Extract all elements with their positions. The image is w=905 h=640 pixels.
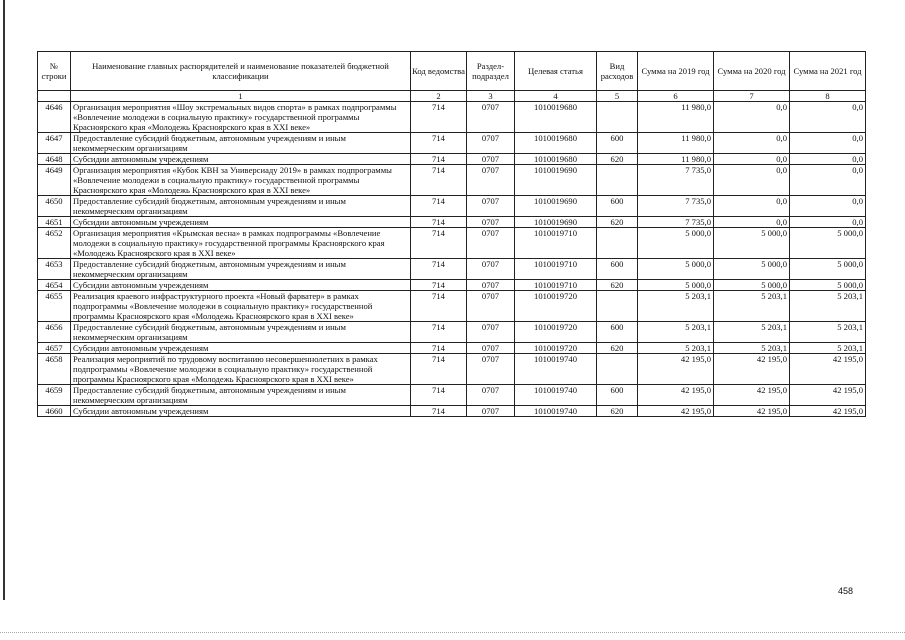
row-name: Организация мероприятия «Крымская весна» в рамках подпрограммы «Вовлечение молодежи в социальную практику» государственной программы Красноярского края «Молодежь Красноярского края в XXI веке» [71, 228, 411, 259]
target-code: 1010019680 [515, 102, 597, 133]
sum-2019: 5 203,1 [638, 291, 714, 322]
section-code: 0707 [467, 217, 515, 228]
section-code: 0707 [467, 228, 515, 259]
expense-type [597, 228, 638, 259]
expense-type: 600 [597, 385, 638, 406]
row-number: 4651 [38, 217, 71, 228]
target-code: 1010019710 [515, 259, 597, 280]
sum-2020: 0,0 [714, 196, 790, 217]
row-name: Реализация мероприятий по трудовому воспитанию несовершеннолетних в рамках подпрограммы «Вовлечение молодежи в социальную практику» государственной программы Красноярского края «Молодежь Красноярского края в XXI веке» [71, 354, 411, 385]
sum-2019: 42 195,0 [638, 385, 714, 406]
expense-type: 600 [597, 133, 638, 154]
header-sum-2019: Сумма на 2019 год [638, 52, 714, 91]
column-number: 2 [411, 91, 467, 102]
row-name: Реализация краевого инфраструктурного проекта «Новый фарватер» в рамках подпрограммы «Вовлечение молодежи в социальную практику» государственной программы Красноярского края «Молодежь Красноярского края в XXI веке» [71, 291, 411, 322]
table-row [38, 385, 866, 406]
sum-2021: 5 203,1 [790, 322, 866, 343]
table-row [38, 196, 866, 217]
dept-code: 714 [411, 291, 467, 322]
table-row [38, 280, 866, 291]
sum-2021: 42 195,0 [790, 406, 866, 417]
sum-2021: 5 203,1 [790, 291, 866, 322]
header-row-no: № строки [38, 52, 71, 91]
section-code: 0707 [467, 102, 515, 133]
row-number: 4653 [38, 259, 71, 280]
dept-code: 714 [411, 165, 467, 196]
sum-2021: 5 000,0 [790, 259, 866, 280]
section-code: 0707 [467, 406, 515, 417]
row-name: Предоставление субсидий бюджетным, автономным учреждениям и иным некоммерческим организациям [71, 385, 411, 406]
table-row [38, 322, 866, 343]
target-code: 1010019710 [515, 280, 597, 291]
column-number: 7 [714, 91, 790, 102]
sum-2019: 42 195,0 [638, 354, 714, 385]
column-number: 3 [467, 91, 515, 102]
target-code: 1010019690 [515, 165, 597, 196]
margin-rule [3, 0, 5, 600]
sum-2020: 42 195,0 [714, 354, 790, 385]
target-code: 1010019690 [515, 217, 597, 228]
section-code: 0707 [467, 291, 515, 322]
section-code: 0707 [467, 154, 515, 165]
header-section: Раздел-подраздел [467, 52, 515, 91]
dept-code: 714 [411, 133, 467, 154]
column-number: 5 [597, 91, 638, 102]
sum-2021: 0,0 [790, 154, 866, 165]
table-row [38, 154, 866, 165]
row-number: 4658 [38, 354, 71, 385]
dept-code: 714 [411, 102, 467, 133]
section-code: 0707 [467, 196, 515, 217]
expense-type: 620 [597, 280, 638, 291]
expense-type [597, 102, 638, 133]
row-number: 4650 [38, 196, 71, 217]
sum-2019: 5 203,1 [638, 322, 714, 343]
sum-2019: 11 980,0 [638, 102, 714, 133]
table-row [38, 133, 866, 154]
expense-type: 600 [597, 196, 638, 217]
sum-2021: 0,0 [790, 165, 866, 196]
row-number: 4654 [38, 280, 71, 291]
dept-code: 714 [411, 217, 467, 228]
dept-code: 714 [411, 228, 467, 259]
table-row [38, 102, 866, 133]
table-row [38, 343, 866, 354]
header-sum-2020: Сумма на 2020 год [714, 52, 790, 91]
dept-code: 714 [411, 196, 467, 217]
table-row [38, 217, 866, 228]
expense-type [597, 165, 638, 196]
sum-2019: 5 000,0 [638, 280, 714, 291]
sum-2019: 11 980,0 [638, 154, 714, 165]
page-number: 458 [838, 586, 854, 596]
row-number: 4657 [38, 343, 71, 354]
target-code: 1010019740 [515, 354, 597, 385]
sum-2021: 0,0 [790, 217, 866, 228]
target-code: 1010019710 [515, 228, 597, 259]
row-number: 4646 [38, 102, 71, 133]
header-target: Целевая статья [515, 52, 597, 91]
row-number: 4647 [38, 133, 71, 154]
row-name: Организация мероприятия «Кубок КВН за Универсиаду 2019» в рамках подпрограммы «Вовлечение молодежи в социальную практику» государственной программы Красноярского края «Молодежь Красноярского края в XXI веке» [71, 165, 411, 196]
expense-type: 620 [597, 406, 638, 417]
header-exp-type: Вид расходов [597, 52, 638, 91]
sum-2020: 5 203,1 [714, 322, 790, 343]
sum-2019: 7 735,0 [638, 196, 714, 217]
header-name: Наименование главных распорядителей и наименование показателей бюджетной классификации [71, 52, 411, 91]
row-number: 4655 [38, 291, 71, 322]
target-code: 1010019690 [515, 196, 597, 217]
sum-2021: 0,0 [790, 196, 866, 217]
target-code: 1010019740 [515, 385, 597, 406]
target-code: 1010019680 [515, 154, 597, 165]
target-code: 1010019740 [515, 406, 597, 417]
header-row [38, 52, 866, 91]
sum-2019: 7 735,0 [638, 165, 714, 196]
sum-2021: 5 203,1 [790, 343, 866, 354]
row-number: 4656 [38, 322, 71, 343]
row-number: 4648 [38, 154, 71, 165]
row-name: Предоставление субсидий бюджетным, автономным учреждениям и иным некоммерческим организациям [71, 196, 411, 217]
sum-2019: 7 735,0 [638, 217, 714, 228]
expense-type: 620 [597, 217, 638, 228]
header-sum-2021: Сумма на 2021 год [790, 52, 866, 91]
section-code: 0707 [467, 354, 515, 385]
table-row [38, 406, 866, 417]
row-number: 4660 [38, 406, 71, 417]
dept-code: 714 [411, 385, 467, 406]
target-code: 1010019720 [515, 343, 597, 354]
sum-2021: 0,0 [790, 102, 866, 133]
row-name: Предоставление субсидий бюджетным, автономным учреждениям и иным некоммерческим организациям [71, 259, 411, 280]
row-name: Предоставление субсидий бюджетным, автономным учреждениям и иным некоммерческим организациям [71, 322, 411, 343]
sum-2021: 5 000,0 [790, 228, 866, 259]
row-name: Организация мероприятия «Шоу экстремальных видов спорта» в рамках подпрограммы «Вовлечение молодежи в социальную практику» государственной программы Красноярского края «Молодежь Красноярского края в XXI веке» [71, 102, 411, 133]
column-number: 4 [515, 91, 597, 102]
section-code: 0707 [467, 280, 515, 291]
expense-type: 620 [597, 343, 638, 354]
sum-2020: 0,0 [714, 154, 790, 165]
row-number: 4649 [38, 165, 71, 196]
sum-2020: 5 203,1 [714, 291, 790, 322]
row-name: Субсидии автономным учреждениям [71, 406, 411, 417]
dept-code: 714 [411, 343, 467, 354]
column-number: 6 [638, 91, 714, 102]
section-code: 0707 [467, 133, 515, 154]
sum-2021: 42 195,0 [790, 354, 866, 385]
row-name: Субсидии автономным учреждениям [71, 154, 411, 165]
column-number [38, 91, 71, 102]
section-code: 0707 [467, 259, 515, 280]
row-name: Субсидии автономным учреждениям [71, 343, 411, 354]
sum-2019: 5 000,0 [638, 259, 714, 280]
sum-2021: 0,0 [790, 133, 866, 154]
sum-2019: 11 980,0 [638, 133, 714, 154]
expense-type: 600 [597, 322, 638, 343]
row-name: Предоставление субсидий бюджетным, автономным учреждениям и иным некоммерческим организациям [71, 133, 411, 154]
table-row [38, 165, 866, 196]
sum-2020: 0,0 [714, 102, 790, 133]
sum-2020: 5 000,0 [714, 280, 790, 291]
expense-type [597, 291, 638, 322]
budget-table [37, 51, 866, 417]
target-code: 1010019720 [515, 322, 597, 343]
target-code: 1010019720 [515, 291, 597, 322]
sum-2020: 0,0 [714, 133, 790, 154]
sum-2019: 42 195,0 [638, 406, 714, 417]
dept-code: 714 [411, 354, 467, 385]
sum-2020: 42 195,0 [714, 385, 790, 406]
table-row [38, 228, 866, 259]
section-code: 0707 [467, 322, 515, 343]
column-number-row [38, 91, 866, 102]
expense-type: 620 [597, 154, 638, 165]
bottom-dotted-line [0, 632, 905, 634]
sum-2021: 5 000,0 [790, 280, 866, 291]
dept-code: 714 [411, 154, 467, 165]
sum-2020: 5 000,0 [714, 228, 790, 259]
sum-2020: 42 195,0 [714, 406, 790, 417]
sum-2020: 0,0 [714, 165, 790, 196]
sum-2020: 0,0 [714, 217, 790, 228]
dept-code: 714 [411, 406, 467, 417]
target-code: 1010019680 [515, 133, 597, 154]
dept-code: 714 [411, 322, 467, 343]
sum-2021: 42 195,0 [790, 385, 866, 406]
dept-code: 714 [411, 280, 467, 291]
table-row [38, 354, 866, 385]
expense-type [597, 354, 638, 385]
row-number: 4652 [38, 228, 71, 259]
header-dept-code: Код ведомства [411, 52, 467, 91]
sum-2020: 5 000,0 [714, 259, 790, 280]
dept-code: 714 [411, 259, 467, 280]
row-name: Субсидии автономным учреждениям [71, 217, 411, 228]
sum-2020: 5 203,1 [714, 343, 790, 354]
section-code: 0707 [467, 343, 515, 354]
column-number: 8 [790, 91, 866, 102]
row-name: Субсидии автономным учреждениям [71, 280, 411, 291]
sum-2019: 5 203,1 [638, 343, 714, 354]
column-number: 1 [71, 91, 411, 102]
table-row [38, 259, 866, 280]
section-code: 0707 [467, 165, 515, 196]
expense-type: 600 [597, 259, 638, 280]
row-number: 4659 [38, 385, 71, 406]
table-row [38, 291, 866, 322]
section-code: 0707 [467, 385, 515, 406]
sum-2019: 5 000,0 [638, 228, 714, 259]
